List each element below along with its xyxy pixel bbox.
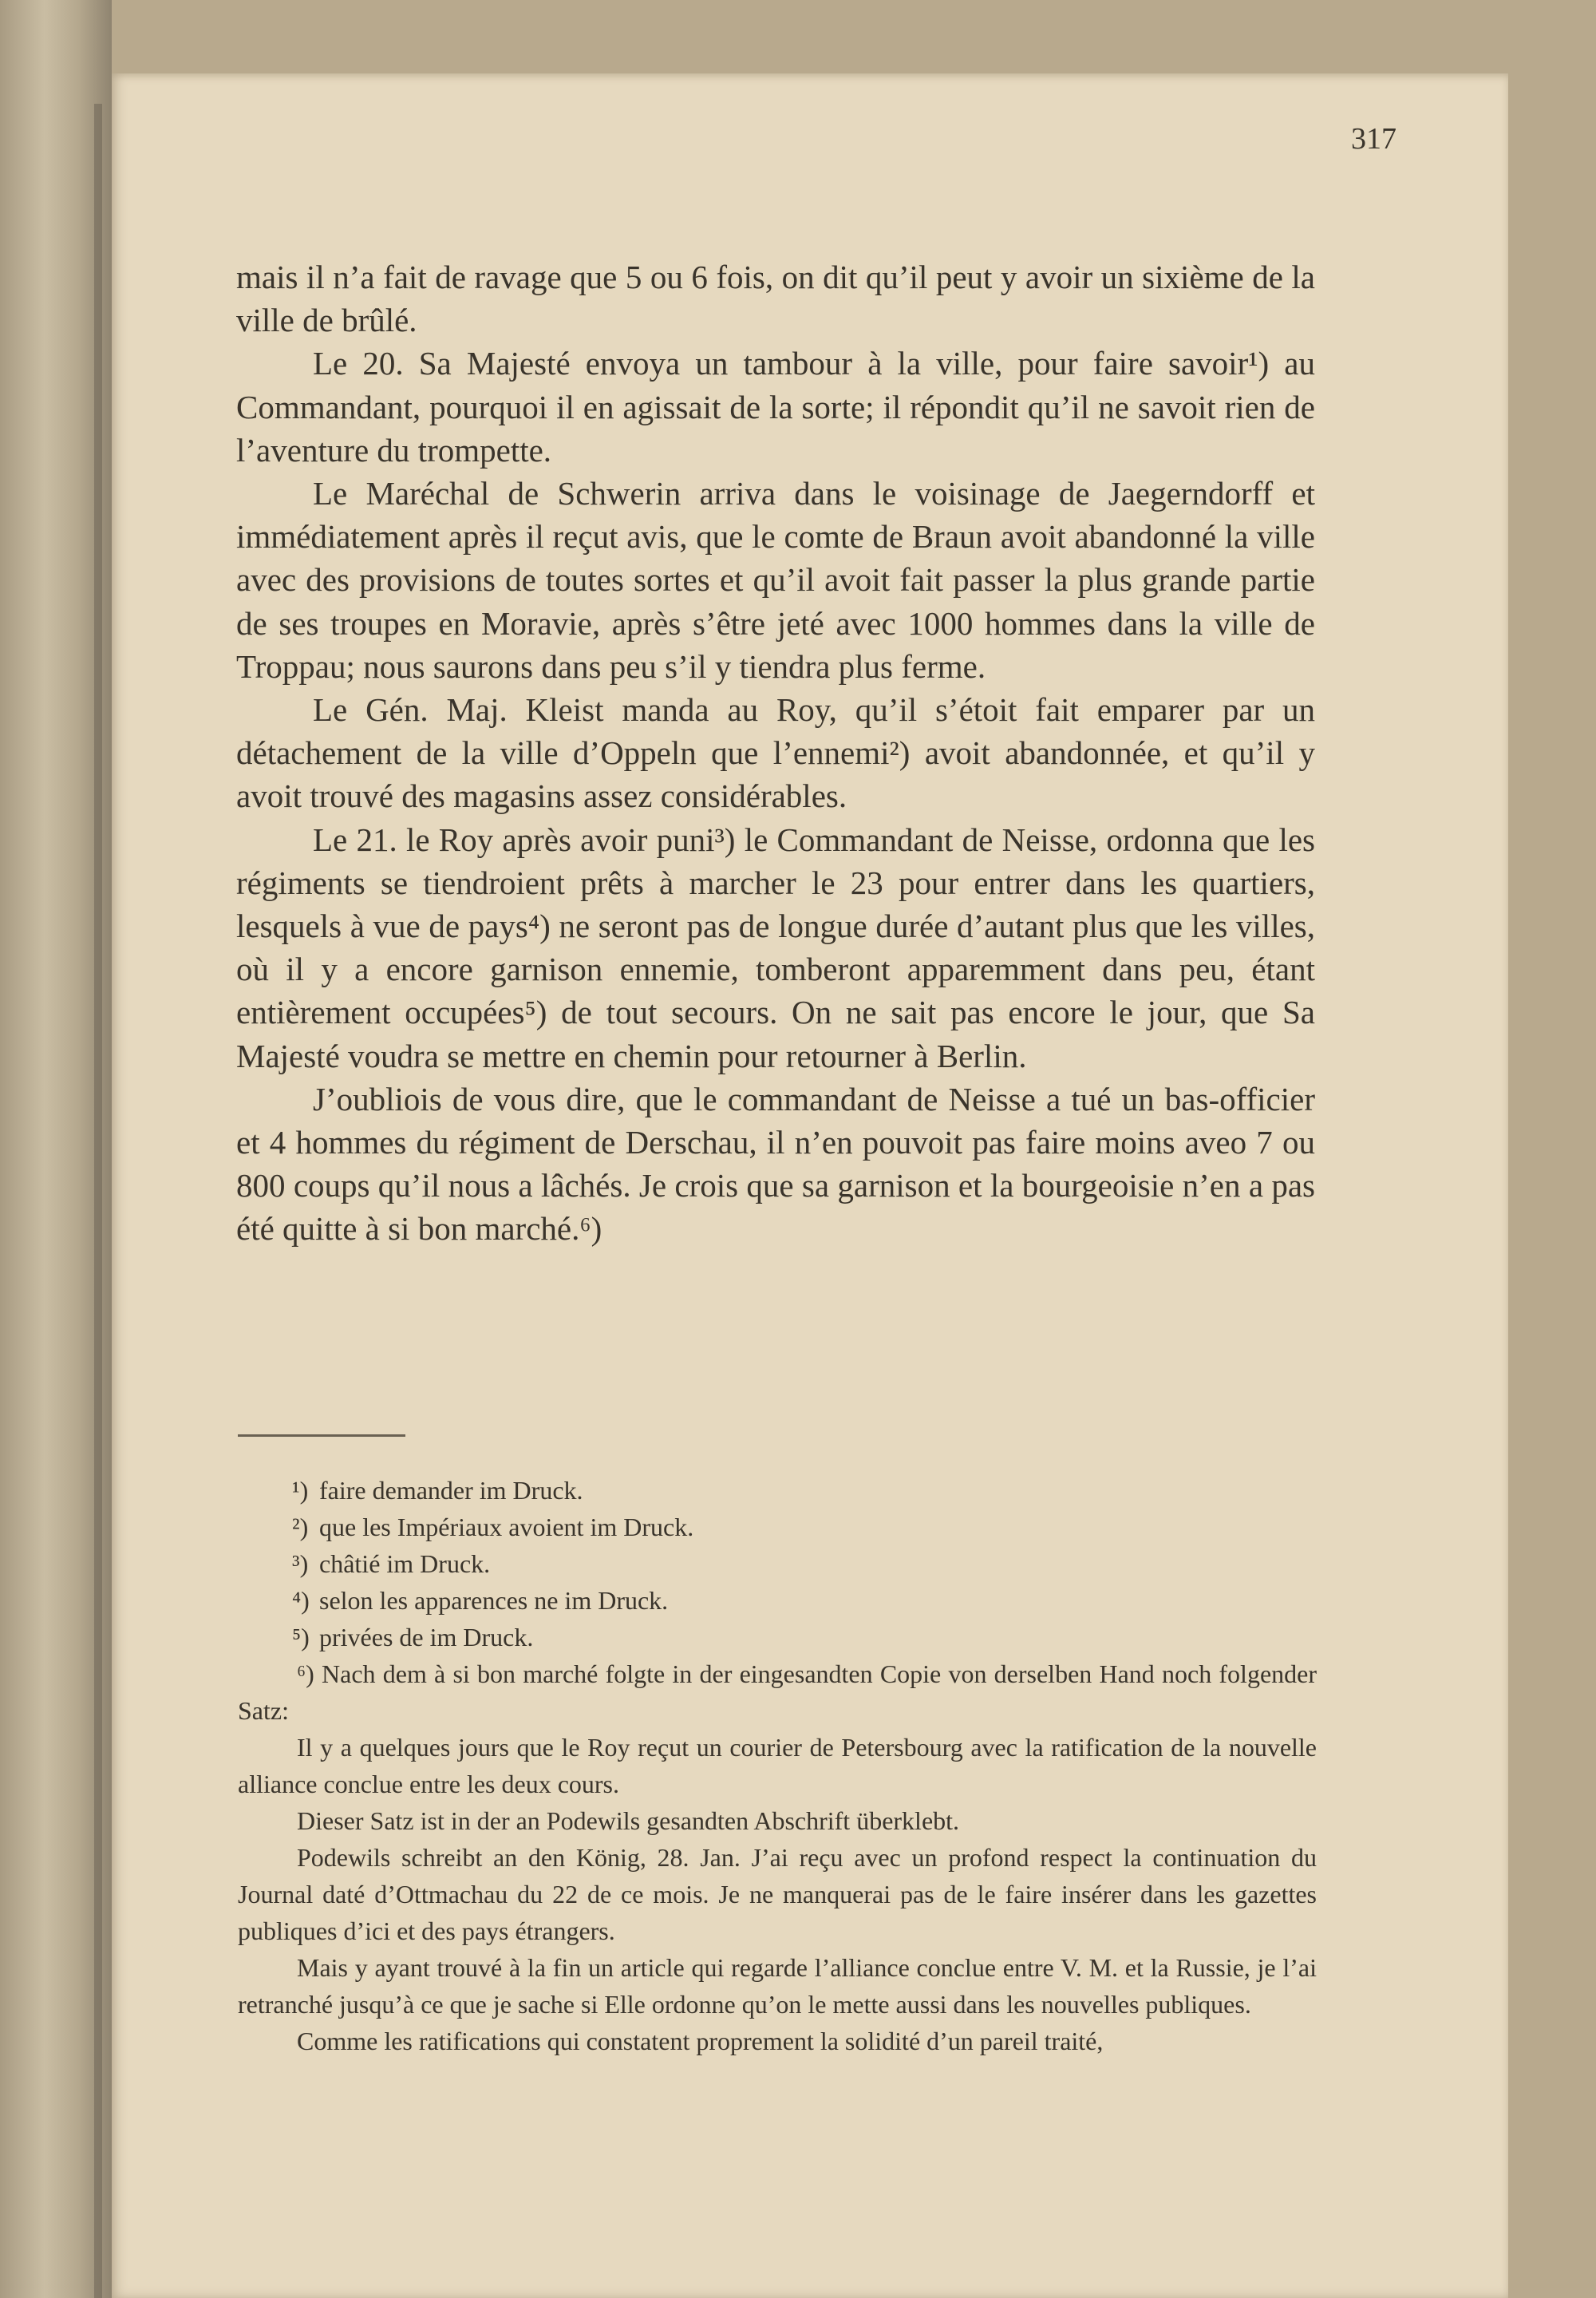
footnote-text: Nach dem à si bon marché folgte in der eingesandten Copie von derselben Hand noch folgender Satz: <box>238 1659 1317 1725</box>
paragraph-3: Le Maréchal de Schwerin arriva dans le voisinage de Jaegerndorff et immédiatement après il reçut avis, que le comte de Braun avoit abandonné la ville avec des provisions de toutes sortes et qu’il avoit fait passer la plus grande partie de ses troupes en Moravie, après s’être jeté avec 1000 hommes dans la ville de Troppau; nous saurons dans peu s’il y tiendra plus ferme. <box>236 475 1315 685</box>
paragraph-4: Le Gén. Maj. Kleist manda au Roy, qu’il s’étoit fait emparer par un détachement de la ville d’Oppeln que l’ennemi²) avoit abandonnée, et qu’il y avoit trouvé des magasins assez considérables. <box>236 691 1315 815</box>
paragraph-5: Le 21. le Roy après avoir puni³) le Commandant de Neisse, ordonna que les régiments se tiendroient prêts à marcher le 23 pour entrer dans les quartiers, lesquels à vue de pays⁴) ne seront pas de longue durée d’autant plus que les villes, où il y a encore garnison ennemie, tomberont apparemment dans peu, étant entièrement occupées⁵) de tout secours. On ne sait pas encore le jour, que Sa Majesté voudra se mettre en chemin pour retourner à Berlin. <box>236 821 1315 1074</box>
footnote-6-letter-cont: Mais y ayant trouvé à la fin un article qui regarde l’alliance conclue entre V. M. et la Russie, je l’ai retranché jusqu’à ce que je sache si Elle ordonne qu’on le mette aussi dans les nouvelles publiques. <box>238 1953 1317 2019</box>
page-number: 317 <box>1351 122 1396 156</box>
footnote-text: que les Impériaux avoient im Druck. <box>319 1513 694 1541</box>
footnote-3: ³) châtié im Druck. <box>292 1549 491 1578</box>
footnote-6-note: Dieser Satz ist in der an Podewils gesandten Abschrift überklebt. <box>297 1806 960 1835</box>
binding-spine <box>94 104 102 2298</box>
main-text <box>236 255 1315 1251</box>
footnote-text: privées de im Druck. <box>319 1623 534 1651</box>
footnote-text: châtié im Druck. <box>319 1549 491 1578</box>
footnote-1: ¹) faire demander im Druck. <box>292 1476 583 1505</box>
paragraph-2: Le 20. Sa Majesté envoya un tambour à la ville, pour faire savoir¹) au Commandant, pourquoi il en agissait de la sorte; il répondit qu’il ne savoit rien de l’aventure du trompette. <box>236 345 1315 469</box>
footnote-2: ²) que les Impériaux avoient im Druck. <box>292 1513 694 1541</box>
footnote-6-letter: Podewils schreibt an den König, 28. Jan. J’ai reçu avec un profond respect la continuation du Journal daté d’Ottmachau du 22 de ce mois. Je ne manquerai pas de le faire insérer dans les gazettes publiques d’ici et des pays étrangers. <box>238 1843 1317 1945</box>
footnote-6-quote: Il y a quelques jours que le Roy reçut un courier de Petersbourg avec la ratification de la nouvelle alliance conclue entre les deux cours. <box>238 1733 1317 1798</box>
footnotes <box>238 1472 1317 2059</box>
footnote-separator <box>238 1434 405 1437</box>
paragraph-6: J’oubliois de vous dire, que le commandant de Neisse a tué un bas-officier et 4 hommes du régiment de Derschau, il n’en pouvoit pas faire moins aveo 7 ou 800 coups qu’il nous a lâchés. Je crois que sa garnison et la bourgeoisie n’en a pas été quitte à si bon marché.⁶) <box>236 1080 1315 1248</box>
footnote-4: ⁴) selon les apparences ne im Druck. <box>292 1586 669 1615</box>
left-page-edge <box>0 0 112 2298</box>
footnote-5: ⁵) privées de im Druck. <box>292 1623 534 1651</box>
paragraph-1: mais il n’a fait de ravage que 5 ou 6 fois, on dit qu’il peut y avoir un sixième de la ville de brûlé. <box>236 259 1315 339</box>
footnote-6 <box>238 1655 1317 1729</box>
footnote-6-letter-end: Comme les ratifications qui constatent proprement la solidité d’un pareil traité, <box>297 2027 1104 2055</box>
footnote-number: ⁶) <box>297 1659 314 1688</box>
footnote-text: selon les apparences ne im Druck. <box>319 1586 669 1615</box>
footnote-text: faire demander im Druck. <box>319 1476 583 1505</box>
